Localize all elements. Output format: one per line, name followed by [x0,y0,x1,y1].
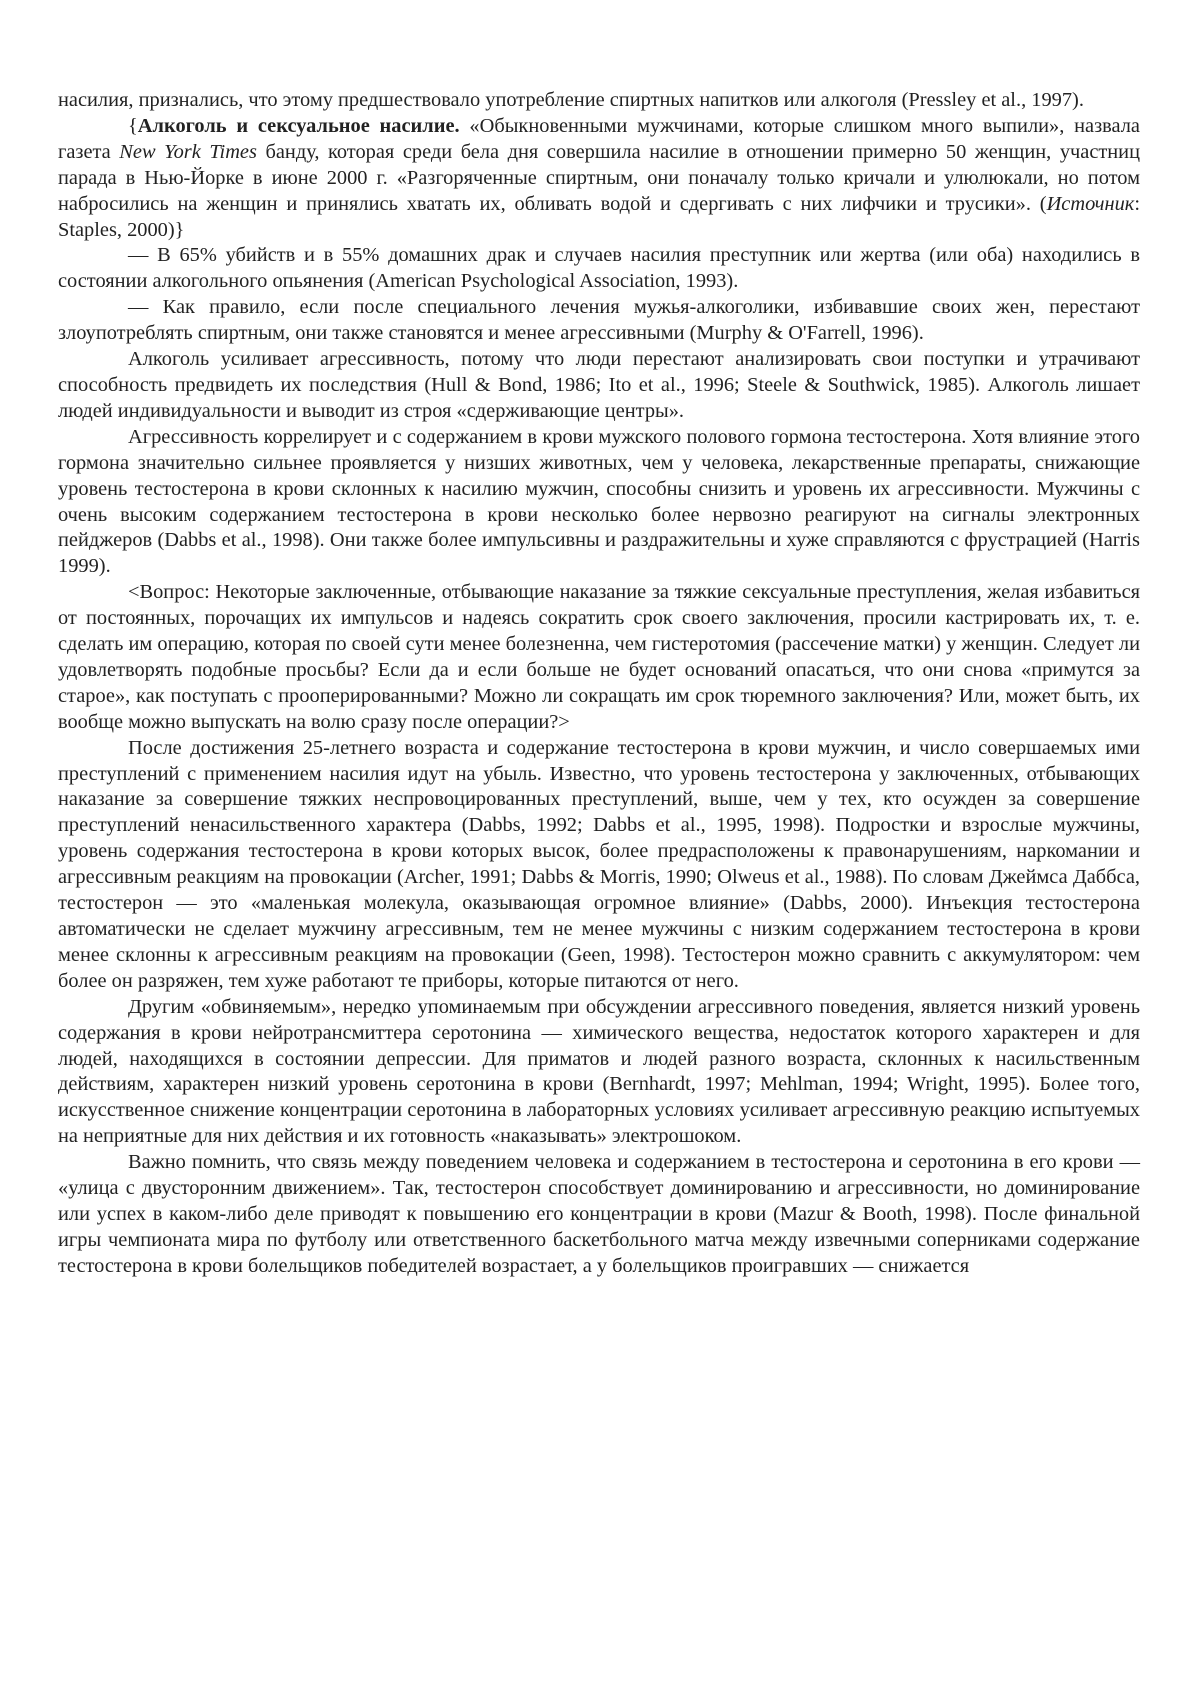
text-run: : Staples, 2000)} [58,192,1140,241]
text-run: «Обыкновенными мужчинами, которые слишком много выпили», назвала газета [58,114,1140,163]
paragraph-p10 [58,1150,1140,1280]
text-run: — В 65% убийств и в 55% домашних драк и случаев насилия преступник или жертва (или оба) находились в состоянии алкогольного опьянения (American Psychological Association, 1993). [58,244,1140,293]
text-run: — Как правило, если после специального лечения мужья-алкоголики, избивавшие своих жен, перестают злоупотреблять спиртным, они также становятся и менее агрессивными (Murphy & O'Farrell, 1996). [58,296,1140,345]
paragraph-p05 [58,347,1140,425]
text-run: После достижения 25-летнего возраста и содержание тестостерона в крови мужчин, и число совершаемых ими преступлений с применением насилия идут на убыль. Известно, что уровень тестостерона у заключенных, отбывающих наказание за совершение тяжких неспровоцированных преступлений, выше, чем у тех, кто осужден за совершение преступлений ненасильственного характера (Dabbs, 1992; Dabbs et al., 1995, 1998). Подростки и взрослые мужчины, уровень содержания тестостерона в крови которых высок, более предрасположены к правонарушениям, наркомании и агрессивным реакциям на провокации (Archer, 1991; Dabbs & Morris, 1990; Olweus et al., 1988). По словам Джеймса Даббса, тестостерон — это «маленькая молекула, оказывающая огромное влияние» (Dabbs, 2000). Инъекция тестостерона автоматически не сделает мужчину агрессивным, тем не менее мужчины с низким содержанием тестостерона в крови менее склонны к агрессивным реакциям на провокации (Geen, 1998). Тестостерон можно сравнить с аккумулятором: чем более он разряжен, тем хуже работают те приборы, которые питаются от него. [58,736,1140,992]
text-run: <Вопрос: Некоторые заключенные, отбывающие наказание за тяжкие сексуальные преступления, желая избавиться от постоянных, порочащих их импульсов и надеясь сократить срок своего заключения, просили кастрировать их, т. е. сделать им операцию, которая по своей сути менее болезненна, чем гистеротомия (рассечение матки) у женщин. Следует ли удовлетворять подобные просьбы? Если да и если больше не будет оснований опасаться, что они снова «примутся за старое», как поступать с прооперированными? Можно ли сокращать им срок тюремного заключения? Или, может быть, их вообще можно выпускать на волю сразу после операции?> [58,581,1140,733]
paragraph-p08 [58,736,1140,995]
paragraph-p07 [58,580,1140,735]
text-run: Другим «обвиняемым», нередко упоминаемым при обсуждении агрессивного поведения, является низкий уровень содержания в крови нейротрансмиттера серотонина — химического вещества, недостаток которого характерен и для людей, находящихся в состоянии депрессии. Для приматов и людей разного возраста, склонных к насильственным действиям, характерен низкий уровень серотонина в крови (Bernhardt, 1997; Mehlman, 1994; Wright, 1995). Более того, искусственное снижение концентрации серотонина в лабораторных условиях усиливает агрессивную реакцию испытуемых на неприятные для них действия и их готовность «наказывать» электрошоком. [58,995,1140,1148]
text-run: { [128,114,138,137]
text-run: Агрессивность коррелирует и с содержанием в крови мужского полового гормона тестостерона. Хотя влияние этого гормона значительно сильнее проявляется у низших животных, чем у человека, лекарственные препараты, снижающие уровень тестостерона в крови склонных к насилию мужчин, способны снизить и уровень их агрессивности. Мужчины с очень высоким содержанием тестостерона в крови несколько более нервозно реагируют на сигналы электронных пейджеров (Dabbs et al., 1998). Они также более импульсивны и раздражительны и хуже справляются с фрустрацией (Harris 1999). [58,425,1140,578]
text-run: насилия, признались, что этому предшествовало употребление спиртных напитков или алкоголя (Pressley et al., 1997). [58,89,1084,111]
document-page [58,88,1140,1280]
paragraph-p02 [58,114,1140,244]
italic-text-run: Источник [1046,192,1135,215]
paragraph-p03 [58,243,1140,295]
paragraph-p09 [58,995,1140,1150]
text-run: банду, которая среди бела дня совершила насилие в отношении примерно 50 женщин, участниц парада в Нью-Йорке в июне 2000 г. «Разгоряченные спиртным, они поначалу только кричали и улюлюкали, но потом набросились на женщин и принялись хватать их, обливать водой и сдергивать с них лифчики и трусики». ( [58,140,1141,215]
italic-text-run: New York Times [119,140,257,163]
text-run: Алкоголь усиливает агрессивность, потому что люди перестают анализировать свои поступки и утрачивают способность предвидеть их последствия (Hull & Bond, 1986; Ito et al., 1996; Steele & Southwick, 1985). Алкоголь лишает людей индивидуальности и выводит из строя «сдерживающие центры». [58,348,1140,422]
paragraph-p06 [58,425,1140,580]
text-run: Важно помнить, что связь между поведением человека и содержанием в тестостерона и серотонина в его крови — «улица с двусторонним движением». Так, тестостерон способствует доминированию и агрессивности, но доминирование или успех в каком-либо деле приводят к повышению его концентрации в крови (Mazur & Booth, 1998). После финальной игры чемпионата мира по футболу или ответственного баскетбольного матча между извечными соперниками содержание тестостерона в крови болельщиков победителей возрастает, а у болельщиков проигравших — снижается [58,1151,1140,1277]
paragraph-p04 [58,295,1140,347]
paragraph-p01 [58,88,1140,114]
bold-text-run: Алкоголь и сексуальное насилие. [137,114,460,137]
